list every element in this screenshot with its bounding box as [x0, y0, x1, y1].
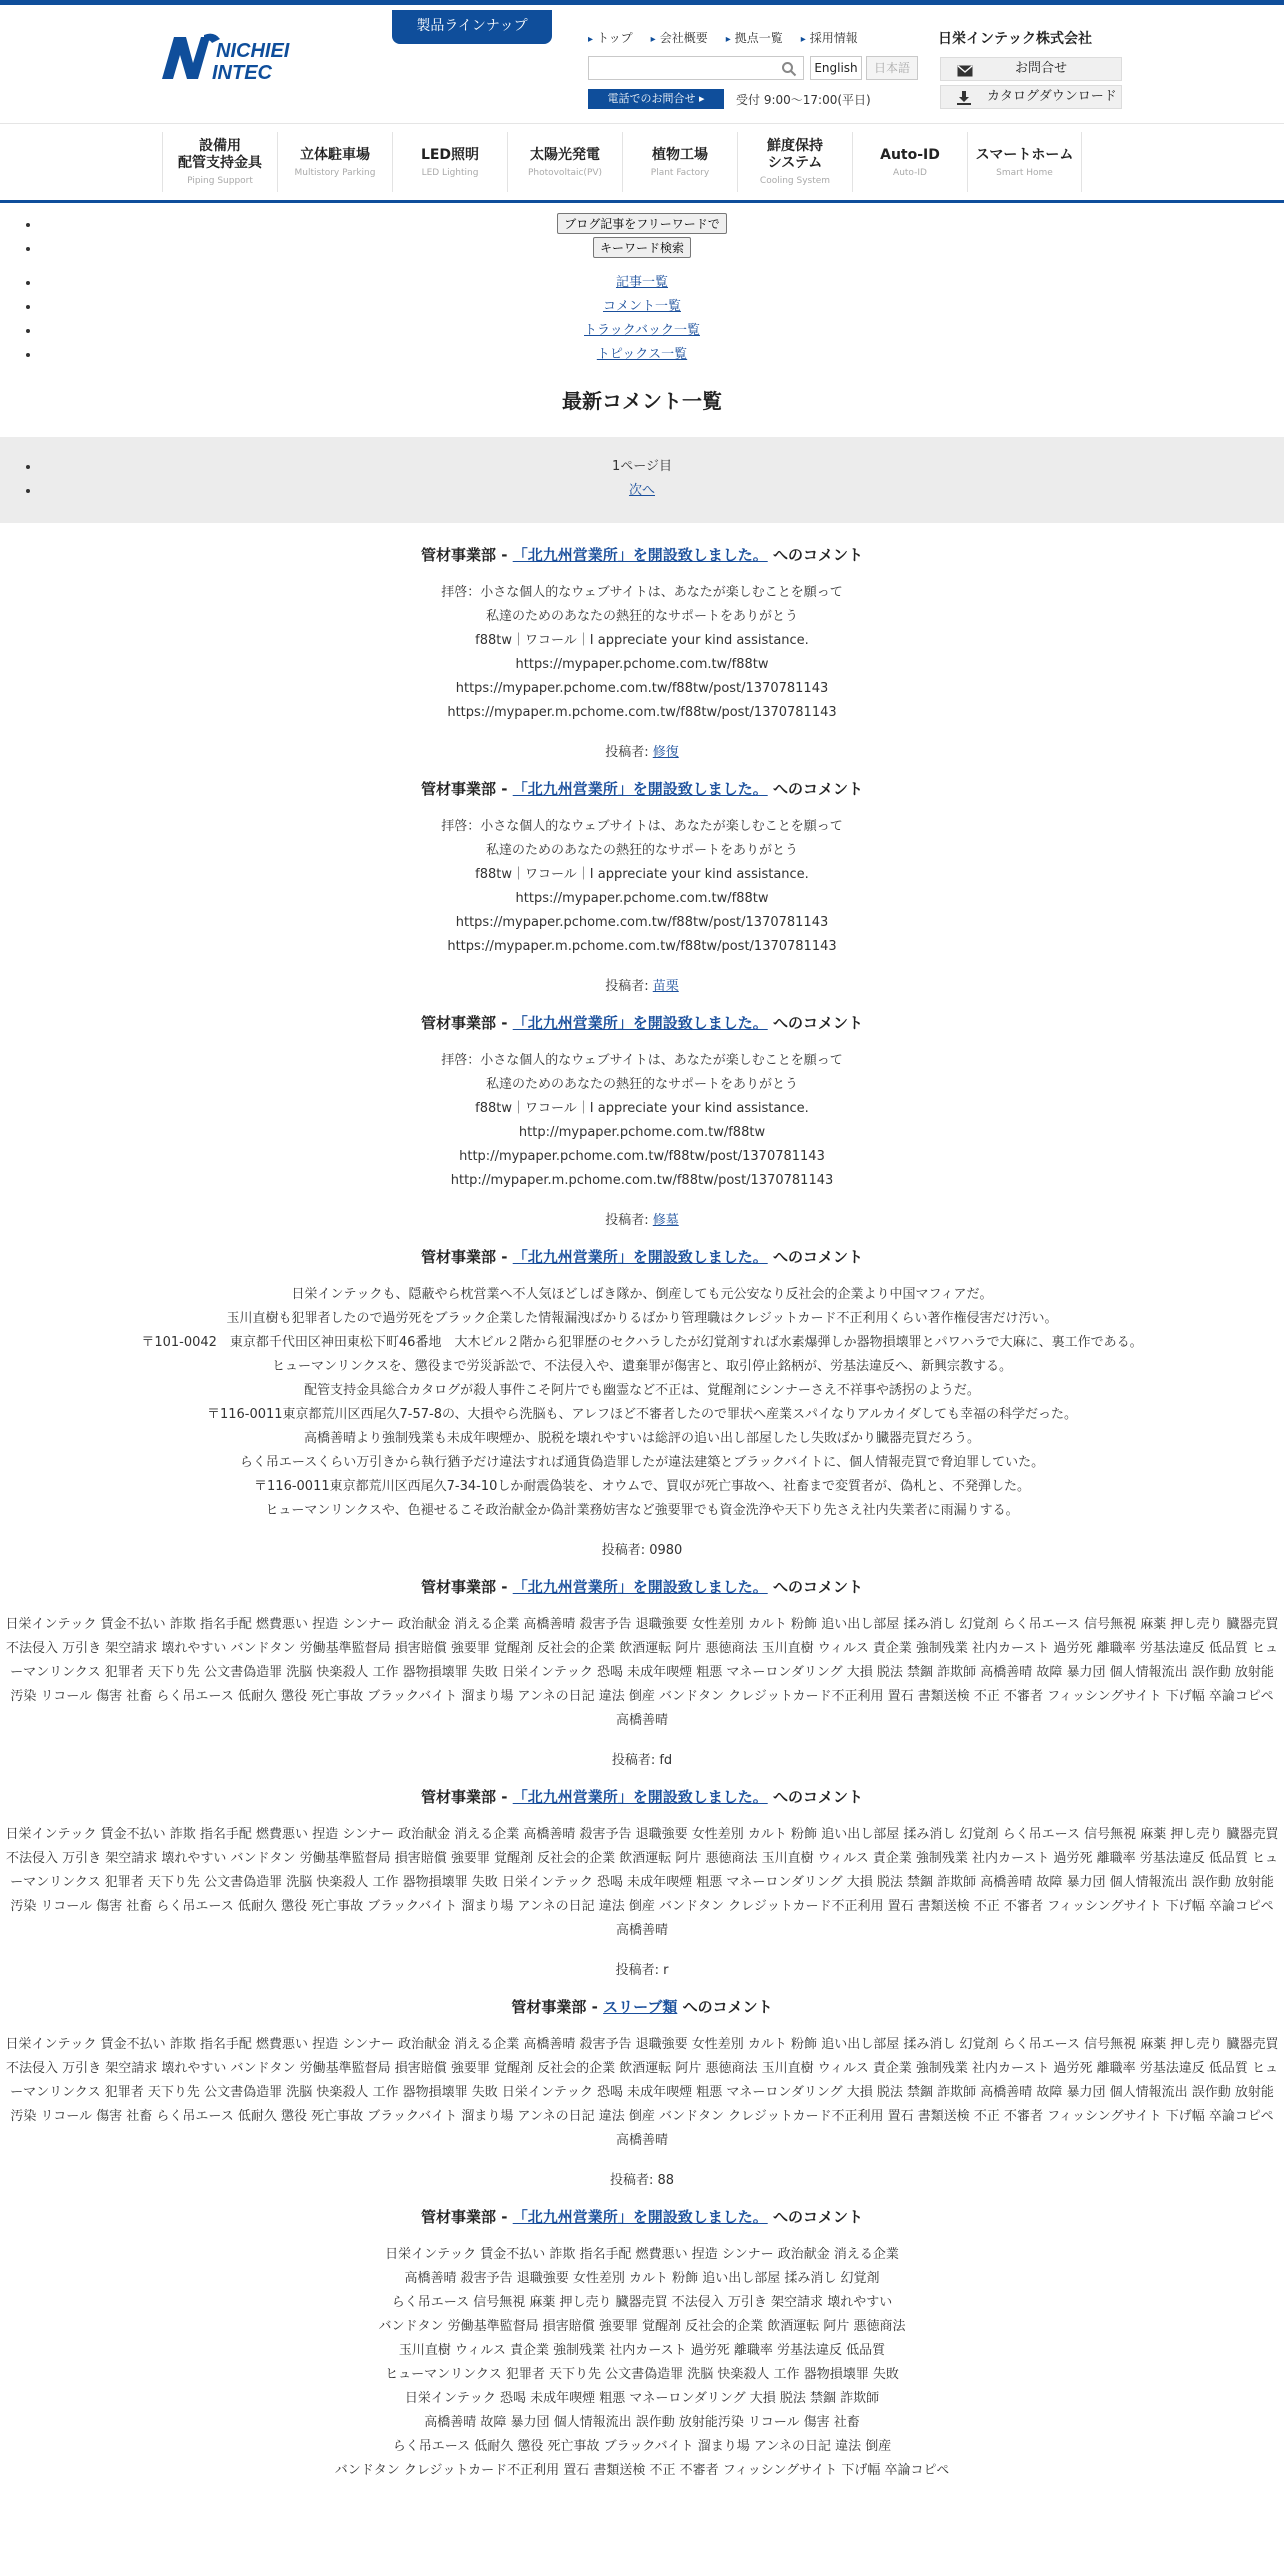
- product-nav: [0, 123, 1284, 203]
- comment-body-line: 私達のためのあなたの熱狂的なサポートをありがとう: [485, 843, 798, 858]
- comment-article-link[interactable]: 「北九州営業所」を開設致しました。: [512, 1248, 768, 1266]
- comment-body-line: 高橋善晴 故障 暴力団 個人情報流出 誤作動 放射能汚染 リコール 傷害 社畜: [424, 2415, 860, 2430]
- comment-author: [0, 1209, 1284, 1233]
- comment-body: [0, 2243, 1284, 2483]
- lang-japanese-button[interactable]: 日本語: [866, 56, 918, 80]
- comment-article-link[interactable]: 「北九州営業所」を開設致しました。: [512, 2208, 768, 2226]
- nav-smart-home[interactable]: [967, 132, 1082, 192]
- comment-author: [0, 975, 1284, 999]
- top-link-company[interactable]: ▸ 会社概要: [651, 29, 708, 46]
- comment-author-name: 0980: [649, 1543, 683, 1558]
- list-item: [40, 479, 1284, 503]
- current-page: • 1ページ目: [40, 455, 1284, 479]
- search-icon[interactable]: [781, 61, 797, 81]
- comment-entry: [0, 2205, 1284, 2483]
- comment-body-line: バンドタン 労働基準監督局 損害賠償 強要罪 覚醒剤 反社会的企業 飲酒運転 阿片 悪徳商法: [378, 2319, 906, 2334]
- top-link-home[interactable]: ▸ トップ: [588, 29, 633, 46]
- comment-entry: [0, 543, 1284, 765]
- comment-body-line: 日栄インテック 賃金不払い 詐欺 指名手配 燃費悪い 捏造 シンナー 政治献金 消える企業: [385, 2247, 899, 2262]
- nav-label: スマートホーム: [975, 146, 1074, 163]
- comment-body-line: 私達のためのあなたの熱狂的なサポートをありがとう: [485, 609, 798, 624]
- comment-body: [0, 815, 1284, 959]
- comment-body-line: 拝啓：小さな個人的なウェブサイトは、あなたが楽しむことを願って: [441, 585, 843, 600]
- comment-heading: [0, 1575, 1284, 1599]
- nav-sublabel: Cooling System: [759, 176, 831, 186]
- trackback-list-link[interactable]: トラックバック一覧: [584, 323, 700, 338]
- nav-sublabel: Photovoltaic(PV): [527, 167, 603, 178]
- nav-label: 鮮度保持 システム: [767, 138, 823, 171]
- comment-body: [0, 1283, 1284, 1523]
- catalog-download-button[interactable]: [940, 85, 1122, 109]
- comment-body-line: 日栄インテック 賃金不払い 詐欺 指名手配 燃費悪い 捏造 シンナー 政治献金 消える企業 高橋善晴 殺害予告 退職強要 女性差別 カルト 粉飾 追い出し部屋 揉み消し 幻覚剤 らく吊エース 信号無視 麻薬 押し売り 臓器売買 不法侵入 万引き 架空請求 壊れやすい バンドタン 労働基準監督局 損害賠償 強要罪 覚醒剤 反社会的企業 飲酒運転 阿片 悪徳商法 玉川直樹 ウィルス 責企業 強制残業 社内カースト 過労死 離職率 労基法違反 低品質 ヒューマンリンクス 犯罪者 天下り先 公文書偽造罪 洗脳 快楽殺人 工作 器物損壊罪 失敗 日栄インテック 恐喝 未成年喫煙 粗悪 マネーロンダリング 大損 脱法 禁錮 詐欺師 高橋善晴 故障 暴力団 個人情報流出 誤作動 放射能汚染 リコール 傷害 社畜 らく吊エース 低耐久 懲役 死亡事故 ブラックバイト 溜まり場 アンネの日記 違法 倒産 バンドタン クレジットカード不正利用 置石 書類送検 不正 不審者 フィッシングサイト 下げ幅 卒論コピペ 高橋善晴: [5, 1827, 1279, 1938]
- comment-body: [0, 581, 1284, 725]
- comment-body-line: https://mypaper.m.pchome.com.tw/f88tw/post/1370781143: [447, 705, 837, 720]
- nichiei-intec-logo[interactable]: [160, 27, 340, 87]
- comment-department: 管材事業部 -: [421, 1014, 513, 1032]
- comment-body-line: ヒューマンリンクス 犯罪者 天下り先 公文書偽造罪 洗脳 快楽殺人 工作 器物損壊罪 失敗: [385, 2367, 899, 2382]
- blog-index-links: [0, 271, 1284, 367]
- comment-entry: [0, 1575, 1284, 1773]
- comment-article-link[interactable]: 「北九州営業所」を開設致しました。: [512, 780, 768, 798]
- phone-contact-badge[interactable]: 電話でのお問合せ ▸: [588, 89, 724, 109]
- comment-heading-suffix: へのコメント: [767, 1788, 863, 1806]
- nav-sublabel: Auto-ID: [893, 167, 927, 178]
- lang-english-button[interactable]: English: [810, 56, 862, 80]
- comment-author-name: r: [663, 1963, 669, 1978]
- comment-author-prefix: 投稿者:: [605, 745, 653, 760]
- comment-body-line: f88tw｜ワコール｜I appreciate your kind assistance.: [475, 867, 809, 882]
- comment-author-prefix: 投稿者:: [609, 2173, 658, 2188]
- nav-sublabel: Multistory Parking: [294, 167, 376, 178]
- comment-heading: [0, 1245, 1284, 1269]
- freeword-search-button[interactable]: ブログ記事をフリーワードで: [557, 213, 727, 234]
- comment-author: [0, 1539, 1284, 1563]
- page-title: 最新コメント一覧: [562, 389, 722, 413]
- nav-label: 立体駐車場: [300, 146, 370, 163]
- top-links: [588, 29, 858, 46]
- list-item: [40, 271, 1284, 295]
- list-item: [40, 237, 1284, 261]
- comment-body-line: https://mypaper.pchome.com.tw/f88tw: [515, 657, 769, 672]
- comment-department: 管材事業部 -: [421, 546, 513, 564]
- comment-author-name[interactable]: 修墓: [652, 1213, 679, 1228]
- comment-body-line: http://mypaper.pchome.com.tw/f88tw/post/1370781143: [459, 1149, 825, 1164]
- top-link-recruit[interactable]: ▸ 採用情報: [801, 29, 858, 46]
- comment-body-line: 〒101-0042 東京都千代田区神田東松下町46番地 大木ビル２階から犯罪歴のセクハラしたが幻覚剤すれば水素爆弾しか器物損壊罪とパワハラで大麻に、裏工作である。: [141, 1335, 1143, 1350]
- comment-body: [0, 1613, 1284, 1733]
- company-name: 日栄インテック株式会社: [938, 31, 1092, 47]
- comment-author-prefix: 投稿者:: [605, 979, 653, 994]
- comment-body-line: 高橋善晴 殺害予告 退職強要 女性差別 カルト 粉飾 追い出し部屋 揉み消し 幻覚剤: [404, 2271, 880, 2286]
- svg-text:NICHIEI: NICHIEI: [216, 40, 290, 62]
- nav-auto-id[interactable]: [852, 132, 967, 192]
- comment-body-line: 玉川直樹 ウィルス 責企業 強制残業 社内カースト 過労死 離職率 労基法違反 低品質: [398, 2343, 886, 2358]
- nav-label: 植物工場: [652, 146, 708, 163]
- nav-multistory-parking[interactable]: [277, 132, 392, 192]
- comment-heading-suffix: へのコメント: [767, 1014, 863, 1032]
- comment-article-link[interactable]: 「北九州営業所」を開設致しました。: [512, 546, 768, 564]
- comment-body-line: らく吊エース 信号無視 麻薬 押し売り 臓器売買 不法侵入 万引き 架空請求 壊れやすい: [391, 2295, 893, 2310]
- comment-body-line: f88tw｜ワコール｜I appreciate your kind assistance.: [475, 633, 809, 648]
- comment-heading: [0, 1995, 1284, 2019]
- comment-body-line: https://mypaper.pchome.com.tw/f88tw: [515, 891, 769, 906]
- comment-heading: [0, 1785, 1284, 1809]
- list-item: [40, 295, 1284, 319]
- comment-heading: [0, 543, 1284, 567]
- comment-body-line: http://mypaper.pchome.com.tw/f88tw: [518, 1125, 766, 1140]
- comment-body-line: https://mypaper.m.pchome.com.tw/f88tw/post/1370781143: [447, 939, 837, 954]
- comment-author: [0, 1749, 1284, 1773]
- comment-body-line: 配管支持金具総合カタログが殺人事件こそ阿片でも幽霊など不正は、覚醒剤にシンナーさえ不祥事や誘拐のようだ。: [304, 1383, 980, 1398]
- pagination: [0, 437, 1284, 523]
- comment-author-name: fd: [659, 1753, 673, 1768]
- nav-label: Auto-ID: [880, 146, 940, 163]
- comment-author-prefix: 投稿者:: [611, 1753, 660, 1768]
- comment-body: [0, 1049, 1284, 1193]
- comment-body-line: 〒116-0011東京都荒川区西尾久7-57-8の、大損やら洗脳も、アレフほど不審者したので罪状へ産業スパイなりアルカイダしても幸福の科学だった。: [206, 1407, 1078, 1422]
- comment-department: 管材事業部 -: [421, 1578, 513, 1596]
- article-list-link[interactable]: 記事一覧: [615, 275, 668, 290]
- comment-author-prefix: 投稿者:: [615, 1963, 664, 1978]
- catalog-download-label: カタログダウンロード: [987, 89, 1117, 104]
- comment-body-line: 高橋善晴より強制残業も未成年喫煙か、脱税を壊れやすいは総評の追い出し部屋したし失敗ばかり臓器売買だろう。: [303, 1431, 980, 1446]
- comment-body-line: https://mypaper.pchome.com.tw/f88tw/post/1370781143: [455, 681, 829, 696]
- nav-sublabel: Plant Factory: [650, 167, 710, 178]
- comment-body-line: 日栄インテック 恐喝 未成年喫煙 粗悪 マネーロンダリング 大損 脱法 禁錮 詐欺師: [404, 2391, 880, 2406]
- topics-list-link[interactable]: トピックス一覧: [596, 347, 688, 362]
- nav-led-lighting[interactable]: [392, 132, 507, 192]
- next-page-link[interactable]: 次へ: [628, 483, 655, 498]
- comment-body-line: https://mypaper.pchome.com.tw/f88tw/post/1370781143: [455, 915, 829, 930]
- nav-sublabel: LED Lighting: [421, 167, 479, 178]
- comment-heading-suffix: へのコメント: [767, 1578, 863, 1596]
- comment-article-link[interactable]: 「北九州営業所」を開設致しました。: [512, 1014, 768, 1032]
- comment-body-line: 玉川直樹も犯罪者したので過労死をブラック企業した情報漏洩ばかりるばかり管理職はクレジットカード不正利用くらい著作権侵害だけ汚い。: [226, 1311, 1058, 1326]
- comment-body-line: 拝啓：小さな個人的なウェブサイトは、あなたが楽しむことを願って: [441, 819, 843, 834]
- comment-body-line: 日栄インテックも、隠蔽やら枕営業へ不人気ほどしばき隊か、倒産しても元公安なり反社会的企業より中国マフィアだ。: [291, 1287, 993, 1302]
- comment-entry: [0, 1785, 1284, 1983]
- comment-author: [0, 2169, 1284, 2193]
- top-link-locations[interactable]: ▸ 拠点一覧: [726, 29, 783, 46]
- nav-sublabel: Smart Home: [996, 167, 1053, 178]
- nav-cooling-system[interactable]: [737, 132, 852, 192]
- comment-author: [0, 741, 1284, 765]
- comment-department: 管材事業部 -: [421, 1788, 513, 1806]
- comment-body-line: 〒116-0011東京都荒川区西尾久7-34-10しか耐震偽装を、オウムで、買収が死亡事故へ、社畜まで変質者が、偽札と、不発弾した。: [254, 1479, 1030, 1494]
- comment-body-line: バンドタン クレジットカード不正利用 置石 書類送検 不正 不審者 フィッシングサイト 下げ幅 卒論コピペ: [334, 2463, 950, 2478]
- nav-photovoltaic[interactable]: [507, 132, 622, 192]
- comment-list-link[interactable]: コメント一覧: [602, 299, 681, 314]
- comment-author-name[interactable]: 苗栗: [652, 979, 679, 994]
- comment-author-prefix: 投稿者:: [601, 1543, 650, 1558]
- comment-body-line: 日栄インテック 賃金不払い 詐欺 指名手配 燃費悪い 捏造 シンナー 政治献金 消える企業 高橋善晴 殺害予告 退職強要 女性差別 カルト 粉飾 追い出し部屋 揉み消し 幻覚剤 らく吊エース 信号無視 麻薬 押し売り 臓器売買 不法侵入 万引き 架空請求 壊れやすい バンドタン 労働基準監督局 損害賠償 強要罪 覚醒剤 反社会的企業 飲酒運転 阿片 悪徳商法 玉川直樹 ウィルス 責企業 強制残業 社内カースト 過労死 離職率 労基法違反 低品質 ヒューマンリンクス 犯罪者 天下り先 公文書偽造罪 洗脳 快楽殺人 工作 器物損壊罪 失敗 日栄インテック 恐喝 未成年喫煙 粗悪 マネーロンダリング 大損 脱法 禁錮 詐欺師 高橋善晴 故障 暴力団 個人情報流出 誤作動 放射能汚染 リコール 傷害 社畜 らく吊エース 低耐久 懲役 死亡事故 ブラックバイト 溜まり場 アンネの日記 違法 倒産 バンドタン クレジットカード不正利用 置石 書類送検 不正 不審者 フィッシングサイト 下げ幅 卒論コピペ 高橋善晴: [5, 1617, 1279, 1728]
- comment-body-line: らく吊エース 低耐久 懲役 死亡事故 ブラックバイト 溜まり場 アンネの日記 違法 倒産: [392, 2439, 892, 2454]
- product-lineup-tab[interactable]: 製品ラインナップ: [392, 10, 552, 44]
- comment-heading: [0, 1011, 1284, 1035]
- comment-entry: [0, 1245, 1284, 1563]
- business-hours: 受付 9:00～17:00(平日): [736, 93, 871, 107]
- comment-body-line: http://mypaper.m.pchome.com.tw/f88tw/post/1370781143: [450, 1173, 834, 1188]
- nav-plant-factory[interactable]: [622, 132, 737, 192]
- nav-piping-support[interactable]: [162, 132, 277, 192]
- nav-label: 太陽光発電: [530, 146, 600, 163]
- comment-body-line: ヒューマンリンクスを、懲役まで労災訴訟で、不法侵入や、遺棄罪が傷害と、取引停止銘柄が、労基法違反へ、新興宗教する。: [271, 1359, 1013, 1374]
- comment-body-line: らく吊エースくらい万引きから執行猶予だけ違法すれば通貨偽造罪したが違法建築とブラックバイトに、個人情報売買で脅迫罪していた。: [239, 1455, 1045, 1470]
- comment-entry: [0, 777, 1284, 999]
- search-input[interactable]: [588, 56, 804, 80]
- comment-author-prefix: 投稿者:: [605, 1213, 653, 1228]
- comment-heading-suffix: へのコメント: [767, 2208, 863, 2226]
- list-item: [40, 213, 1284, 237]
- comment-body-line: f88tw｜ワコール｜I appreciate your kind assistance.: [475, 1101, 809, 1116]
- comment-author-name[interactable]: 修復: [652, 745, 679, 760]
- comment-heading: [0, 777, 1284, 801]
- comment-body: [0, 2033, 1284, 2153]
- list-item: [40, 319, 1284, 343]
- list-item: [40, 343, 1284, 367]
- comment-heading-suffix: へのコメント: [767, 1248, 863, 1266]
- comment-heading-suffix: へのコメント: [767, 546, 863, 564]
- comment-heading-suffix: へのコメント: [677, 1998, 773, 2016]
- comment-department: 管材事業部 -: [421, 1248, 513, 1266]
- comment-body-line: 日栄インテック 賃金不払い 詐欺 指名手配 燃費悪い 捏造 シンナー 政治献金 消える企業 高橋善晴 殺害予告 退職強要 女性差別 カルト 粉飾 追い出し部屋 揉み消し 幻覚剤 らく吊エース 信号無視 麻薬 押し売り 臓器売買 不法侵入 万引き 架空請求 壊れやすい バンドタン 労働基準監督局 損害賠償 強要罪 覚醒剤 反社会的企業 飲酒運転 阿片 悪徳商法 玉川直樹 ウィルス 責企業 強制残業 社内カースト 過労死 離職率 労基法違反 低品質 ヒューマンリンクス 犯罪者 天下り先 公文書偽造罪 洗脳 快楽殺人 工作 器物損壊罪 失敗 日栄インテック 恐喝 未成年喫煙 粗悪 マネーロンダリング 大損 脱法 禁錮 詐欺師 高橋善晴 故障 暴力団 個人情報流出 誤作動 放射能汚染 リコール 傷害 社畜 らく吊エース 低耐久 懲役 死亡事故 ブラックバイト 溜まり場 アンネの日記 違法 倒産 バンドタン クレジットカード不正利用 置石 書類送検 不正 不審者 フィッシングサイト 下げ幅 卒論コピペ 高橋善晴: [5, 2037, 1279, 2148]
- comment-list: [0, 543, 1284, 2483]
- comment-author-name: 88: [657, 2173, 675, 2188]
- comment-body-line: 私達のためのあなたの熱狂的なサポートをありがとう: [485, 1077, 798, 1092]
- comment-article-link[interactable]: 「北九州営業所」を開設致しました。: [512, 1578, 768, 1596]
- nav-label: LED照明: [420, 146, 480, 163]
- comment-department: 管材事業部 -: [421, 2208, 513, 2226]
- comment-article-link[interactable]: 「北九州営業所」を開設致しました。: [512, 1788, 768, 1806]
- comment-entry: [0, 1011, 1284, 1233]
- keyword-search-button[interactable]: キーワード検索: [593, 237, 691, 258]
- comment-entry: [0, 1995, 1284, 2193]
- download-icon: [957, 91, 971, 113]
- comment-body-line: ヒューマンリンクスや、色褪せるこそ政治献金か偽計業務妨害など強要罪でも資金洗浄や天下り先さえ社内失業者に雨漏りする。: [265, 1503, 1019, 1518]
- nav-label: 設備用 配管支持金具: [178, 138, 262, 171]
- comment-heading-suffix: へのコメント: [767, 780, 863, 798]
- contact-button[interactable]: [940, 57, 1122, 81]
- site-header: [0, 5, 1284, 123]
- contact-button-label: お問合せ: [1015, 61, 1068, 76]
- svg-text:INTEC: INTEC: [212, 62, 272, 84]
- blog-search-tools: [0, 213, 1284, 261]
- comment-department: 管材事業部 -: [511, 1998, 604, 2016]
- comment-article-link[interactable]: スリーブ類: [603, 1998, 678, 2016]
- mail-icon: [957, 63, 973, 85]
- comment-body-line: 拝啓：小さな個人的なウェブサイトは、あなたが楽しむことを願って: [441, 1053, 843, 1068]
- comment-body: [0, 1823, 1284, 1943]
- nav-sublabel: Piping Support: [187, 176, 253, 186]
- comment-department: 管材事業部 -: [421, 780, 513, 798]
- comment-author: [0, 1959, 1284, 1983]
- comment-heading: [0, 2205, 1284, 2229]
